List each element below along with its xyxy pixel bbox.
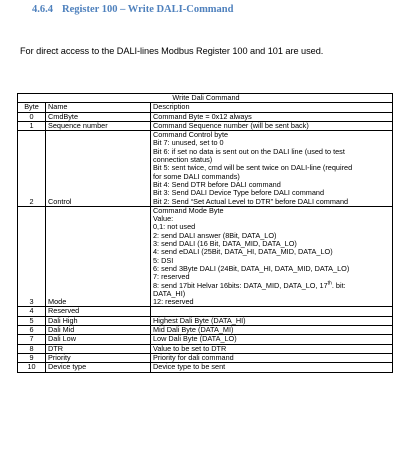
table-row — [18, 206, 393, 307]
description-line: Priority for dali command — [153, 352, 234, 362]
cell-description — [151, 344, 393, 353]
description-line: connection status) — [153, 155, 213, 165]
intro-paragraph: For direct access to the DALI-lines Modbus Register 100 and 101 are used. — [20, 46, 324, 56]
cell-description — [151, 335, 393, 344]
table-row — [18, 344, 393, 353]
cell-description — [151, 363, 393, 372]
superscript: th — [327, 280, 332, 287]
description-line: 5: DSI — [153, 255, 174, 265]
table-title-row — [18, 94, 393, 103]
cell-name: Device type — [46, 363, 151, 372]
cell-description — [151, 307, 393, 316]
cell-byte: 8 — [18, 344, 46, 353]
header-byte: Byte — [18, 103, 46, 112]
table-row — [18, 112, 393, 121]
cell-name: DTR — [46, 344, 151, 353]
cell-name: Mode — [46, 206, 151, 307]
cell-byte: 7 — [18, 335, 46, 344]
cell-byte: 0 — [18, 112, 46, 121]
description-line: Bit 4: Send DTR before DALI command — [153, 179, 281, 189]
table-title: Write Dali Command — [18, 94, 393, 103]
description-line: 2: send DALI answer (8Bit, DATA_LO) — [153, 230, 277, 240]
description-line: Highest Dali Byte (DATA_HI) — [153, 315, 246, 325]
header-name: Name — [46, 103, 151, 112]
description-line: for some DALI commands) — [153, 171, 240, 181]
section-heading — [32, 4, 234, 15]
cell-byte: 1 — [18, 121, 46, 130]
header-description: Description — [151, 103, 393, 112]
description-line: Bit 2: Send “Set Actual Level to DTR” before DALI command — [153, 196, 349, 206]
description-line: Device type to be sent — [153, 362, 226, 372]
description-line: Low Dali Byte (DATA_LO) — [153, 334, 237, 344]
cell-byte: 3 — [18, 206, 46, 307]
cell-name: Sequence number — [46, 121, 151, 130]
description-line: Command Control byte — [153, 130, 229, 140]
description-text: . bit: — [331, 280, 346, 290]
description-line — [153, 282, 392, 290]
table-row — [18, 363, 393, 372]
cell-name: Dali High — [46, 316, 151, 325]
cell-name: Dali Mid — [46, 326, 151, 335]
description-line: Mid Dali Byte (DATA_MI) — [153, 325, 234, 335]
cell-byte: 9 — [18, 353, 46, 362]
section-number: 4.6.4 — [32, 4, 53, 15]
description-line — [153, 307, 392, 315]
table-row — [18, 307, 393, 316]
description-line: Bit 3: Send DALI Device Type before DALI command — [153, 188, 325, 198]
description-line: Bit 7: unused, set to 0 — [153, 138, 224, 148]
description-line: 12: reserved — [153, 297, 194, 307]
description-line: Value: — [153, 214, 174, 224]
description-line: Command Sequence number (will be sent back) — [153, 120, 309, 130]
register-table — [17, 93, 393, 373]
cell-name: Control — [46, 131, 151, 207]
description-line: 7: reserved — [153, 272, 190, 282]
cell-byte: 6 — [18, 326, 46, 335]
cell-description — [151, 131, 393, 207]
table-row — [18, 131, 393, 207]
description-line: Value to be set to DTR — [153, 343, 227, 353]
cell-name: Reserved — [46, 307, 151, 316]
description-line: DATA_HI) — [153, 288, 186, 298]
description-line: Bit 6: if set no data is sent out on the DALI line (used to test — [153, 146, 345, 156]
description-line: 4: send eDALI (25Bit, DATA_HI, DATA_MID, DATA_LO) — [153, 247, 333, 257]
table-row — [18, 335, 393, 344]
description-line: Bit 5: sent twice, cmd will be sent twice on DALI-line (required — [153, 163, 353, 173]
description-text: 8: send 17bit Helvar 16bits: DATA_MID, DATA_LO, 17 — [153, 280, 328, 290]
cell-description — [151, 206, 393, 307]
description-line: 0,1: not used — [153, 222, 196, 232]
cell-byte: 5 — [18, 316, 46, 325]
cell-byte: 4 — [18, 307, 46, 316]
cell-description — [151, 112, 393, 121]
description-line: 3: send DALI (16 Bit, DATA_MID, DATA_LO) — [153, 239, 297, 249]
cell-byte: 2 — [18, 131, 46, 207]
cell-name: Dali Low — [46, 335, 151, 344]
cell-name: CmdByte — [46, 112, 151, 121]
description-line: Command Byte = 0x12 always — [153, 111, 252, 121]
cell-byte: 10 — [18, 363, 46, 372]
section-title: Register 100 – Write DALI-Command — [62, 4, 234, 15]
cell-name: Priority — [46, 353, 151, 362]
table-header-row — [18, 103, 393, 112]
description-line: 6: send 3Byte DALI (24Bit, DATA_HI, DATA_MID, DATA_LO) — [153, 263, 350, 273]
description-line: Command Mode Byte — [153, 205, 224, 215]
